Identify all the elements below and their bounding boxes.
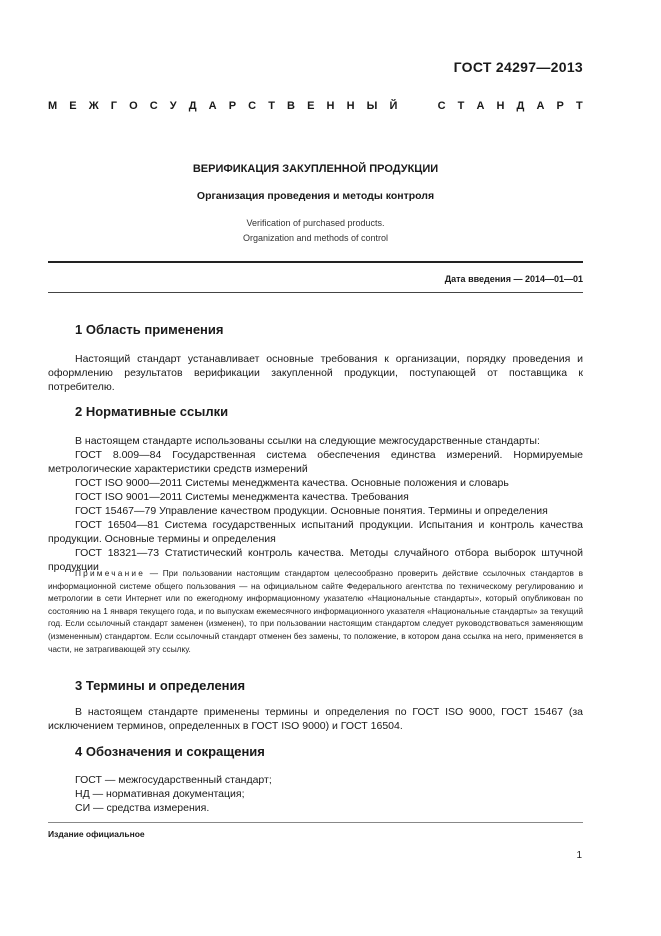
section-1-heading: 1 Область применения — [75, 322, 224, 337]
introduction-date: Дата введения — 2014—01—01 — [444, 274, 583, 284]
ref-item: ГОСТ 16504—81 Система государственных испытаний продукции. Испытания и контроль качества продукции. Основные термины и определения — [48, 519, 583, 545]
standard-banner — [48, 100, 583, 112]
english-title — [48, 216, 583, 246]
section-2-heading: 2 Нормативные ссылки — [75, 404, 229, 419]
ref-item: ГОСТ 15467—79 Управление качеством продукции. Основные понятия. Термины и определения — [75, 505, 548, 517]
note-label: Примечание — [75, 568, 146, 578]
banner-letter: А — [476, 100, 485, 112]
banner-letter: М — [48, 100, 58, 112]
document-subtitle: Организация проведения и методы контроля — [196, 190, 435, 202]
section-3-heading: 3 Термины и определения — [75, 678, 246, 693]
banner-letter: Ы — [366, 100, 378, 112]
footer-divider — [48, 822, 583, 823]
section-3-text: В настоящем стандарте применены термины и определения по ГОСТ ISO 9000, ГОСТ 15467 (за исключением терминов, определенных в ГОСТ ISO 9000) и ГОСТ 16504. — [48, 706, 583, 732]
document-title: ВЕРИФИКАЦИЯ ЗАКУПЛЕННОЙ ПРОДУКЦИИ — [192, 163, 439, 175]
abbreviation-item: СИ — средства измерения. — [75, 802, 210, 814]
banner-letter: С — [437, 100, 446, 112]
ref-item: ГОСТ ISO 9000—2011 Системы менеджмента качества. Основные положения и словарь — [75, 477, 509, 489]
refs-intro: В настоящем стандарте использованы ссылки на следующие межгосударственные стандарты: — [75, 435, 540, 447]
note-text: — При пользовании настоящим стандартом целесообразно проверить действие ссылочных стандартов в информационной системе общего пользования — на официальном сайте Федерального агентства по техническому регулированию и метрологии в сети Интернет или по ежегодному информационному указателю «Национальные стандарты», который опубликован по состоянию на 1 января текущего года, и по выпускам ежемесячного информационного указателя «Национальные стандарты» за текущий год. Если ссылочный стандарт заменен (изменен), то при пользовании настоящим стандартом следует руководствоваться заменяющим (измененным) стандартом. Если ссылочный стандарт отменен без замены, то положение, в котором дана ссылка на него, применяется в части, не затрагивающей эту ссылку. — [48, 568, 583, 654]
banner-letter: С — [248, 100, 257, 112]
banner-letter: О — [129, 100, 138, 112]
english-title-line: Organization and methods of control — [242, 233, 389, 243]
ref-item: ГОСТ ISO 9001—2011 Системы менеджмента качества. Требования — [75, 491, 409, 503]
banner-letter: Т — [457, 100, 465, 112]
banner-gap — [409, 100, 425, 112]
banner-letter: Т — [268, 100, 275, 112]
banner-letter: Н — [496, 100, 505, 112]
title-divider — [48, 261, 583, 263]
banner-letter: Н — [326, 100, 335, 112]
banner-letter: У — [169, 100, 177, 112]
banner-letter: Й — [389, 100, 398, 112]
section-4-list — [48, 773, 583, 815]
banner-letter: Р — [228, 100, 237, 112]
date-divider — [48, 292, 583, 293]
section-2-refs — [48, 434, 583, 574]
banner-letter: Г — [110, 100, 117, 112]
banner-letter: Е — [307, 100, 315, 112]
banner-letter: Е — [69, 100, 77, 112]
banner-letter: Ж — [88, 100, 99, 112]
banner-letter: А — [208, 100, 217, 112]
abbreviation-item: ГОСТ — межгосударственный стандарт; — [75, 774, 272, 786]
banner-letter: Р — [556, 100, 564, 112]
ref-item: ГОСТ 18321—73 Статистический контроль качества. Методы случайного отбора выборок штучной продукции — [48, 547, 583, 573]
references-note — [48, 567, 583, 655]
section-4-heading: 4 Обозначения и сокращения — [75, 744, 265, 759]
ref-item: ГОСТ 8.009—84 Государственная система обеспечения единства измерений. Нормируемые метрологические характеристики средств измерений — [48, 449, 583, 475]
banner-letter: Д — [188, 100, 197, 112]
banner-letter: Н — [346, 100, 355, 112]
document-code: ГОСТ 24297—2013 — [453, 59, 583, 75]
banner-letter: В — [287, 100, 295, 112]
banner-letter: Т — [575, 100, 583, 112]
english-title-line: Verification of purchased products. — [246, 218, 385, 228]
section-1-text: Настоящий стандарт устанавливает основные требования к организации, порядку проведения и оформлению результатов верификации закупленной продукции, поступающей от поставщика к потребителю. — [48, 353, 583, 393]
banner-letter: С — [149, 100, 158, 112]
abbreviation-item: НД — нормативная документация; — [75, 788, 245, 800]
banner-letter: А — [536, 100, 545, 112]
edition-label: Издание официальное — [48, 829, 145, 839]
banner-letter: Д — [516, 100, 525, 112]
page-number: 1 — [576, 850, 582, 861]
